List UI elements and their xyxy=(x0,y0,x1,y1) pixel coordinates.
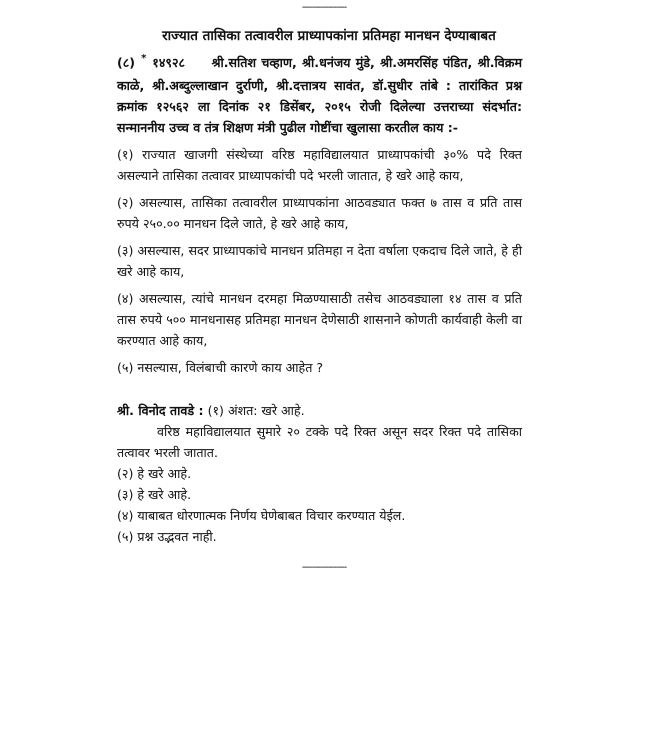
question-block xyxy=(117,52,522,378)
bottom-separator: ----------------- xyxy=(301,562,347,573)
answer-first-line xyxy=(117,400,522,421)
answer-item-3: (३) हे खरे आहे. xyxy=(117,487,192,502)
question-header xyxy=(117,52,522,138)
question-intro: तारांकित प्रश्न क्रमांक १२५६२ ला दिनांक २१ डिसेंबर, २०१५ रोजी दिलेल्या उत्तराच्या संदर्भात: सन्माननीय उच्च व तंत्र शिक्षण मंत्री पुढील गोष्टींचा खुलासा करतील काय :- xyxy=(117,78,522,135)
answer-item-5: (५) प्रश्न उद्भवत नाही. xyxy=(117,529,217,544)
question-item-4: (४) असल्यास, त्यांचे मानधन दरमहा मिळण्यासाठी तसेच आठवड्याला १४ तास व प्रति तास रुपये ५०० मानधनासह प्रतिमहा मानधन देणेसाठी शासनाने कोणती कार्यवाही केली वा करण्यात आहे काय, xyxy=(117,291,522,348)
question-item-1: (१) राज्यात खाजगी संस्थेच्या वरिष्ठ महाविद्यालयात प्राध्यापकांची ३०% पदे रिक्त असल्याने तासिका तत्वावर प्राध्यापकांची पदे भरली जातात, हे खरे आहे काय, xyxy=(117,147,522,183)
answer-detail: वरिष्ठ महाविद्यालयात सुमारे २० टक्के पदे रिक्त असून सदर रिक्त पदे तासिका तत्वावर भरली जातात. xyxy=(117,424,522,460)
question-item-2: (२) असल्यास, तासिका तत्वावरील प्राध्यापकांना आठवड्यात फक्त ७ तास व प्रति तास रुपये २५०.०० मानधन दिले जाते, हे खरे आहे काय, xyxy=(117,195,522,231)
question-item-3: (३) असल्यास, सदर प्राध्यापकांचे मानधन प्रतिमहा न देता वर्षाला एकदाच दिले जाते, हे ही खरे आहे काय, xyxy=(117,243,522,279)
answer-item-2: (२) हे खरे आहे. xyxy=(117,466,192,481)
answer-item-1: (१) अंशत: खरे आहे. xyxy=(207,403,305,418)
question-number: (८) xyxy=(117,55,136,70)
answer-block xyxy=(117,400,522,547)
document-title: राज्यात तासिका तत्वावरील प्राध्यापकांना प्रतिमहा मानधन देण्याबाबत xyxy=(162,28,496,44)
answer-minister: श्री. विनोद तावडे : xyxy=(117,403,204,418)
question-members: श्री.सतिश चव्हाण, श्री.धनंजय मुंडे, श्री.अमरसिंह पंडित, श्री.विक्रम काळे, श्री.अब्दुल्लाखान दुर्राणी, श्री.दत्तात्रय सावंत, डॉ.सुधीर तांबे : xyxy=(117,55,522,93)
starred-mark: * xyxy=(141,53,147,64)
top-separator: ----------------- xyxy=(301,2,347,13)
question-id: १४९२८ xyxy=(152,55,186,70)
answer-item-4: (४) याबाबत धोरणात्मक निर्णय घेणेबाबत विचार करण्यात येईल. xyxy=(117,508,406,523)
question-item-5: (५) नसल्यास, विलंबाची कारणे काय आहेत ? xyxy=(117,360,324,375)
